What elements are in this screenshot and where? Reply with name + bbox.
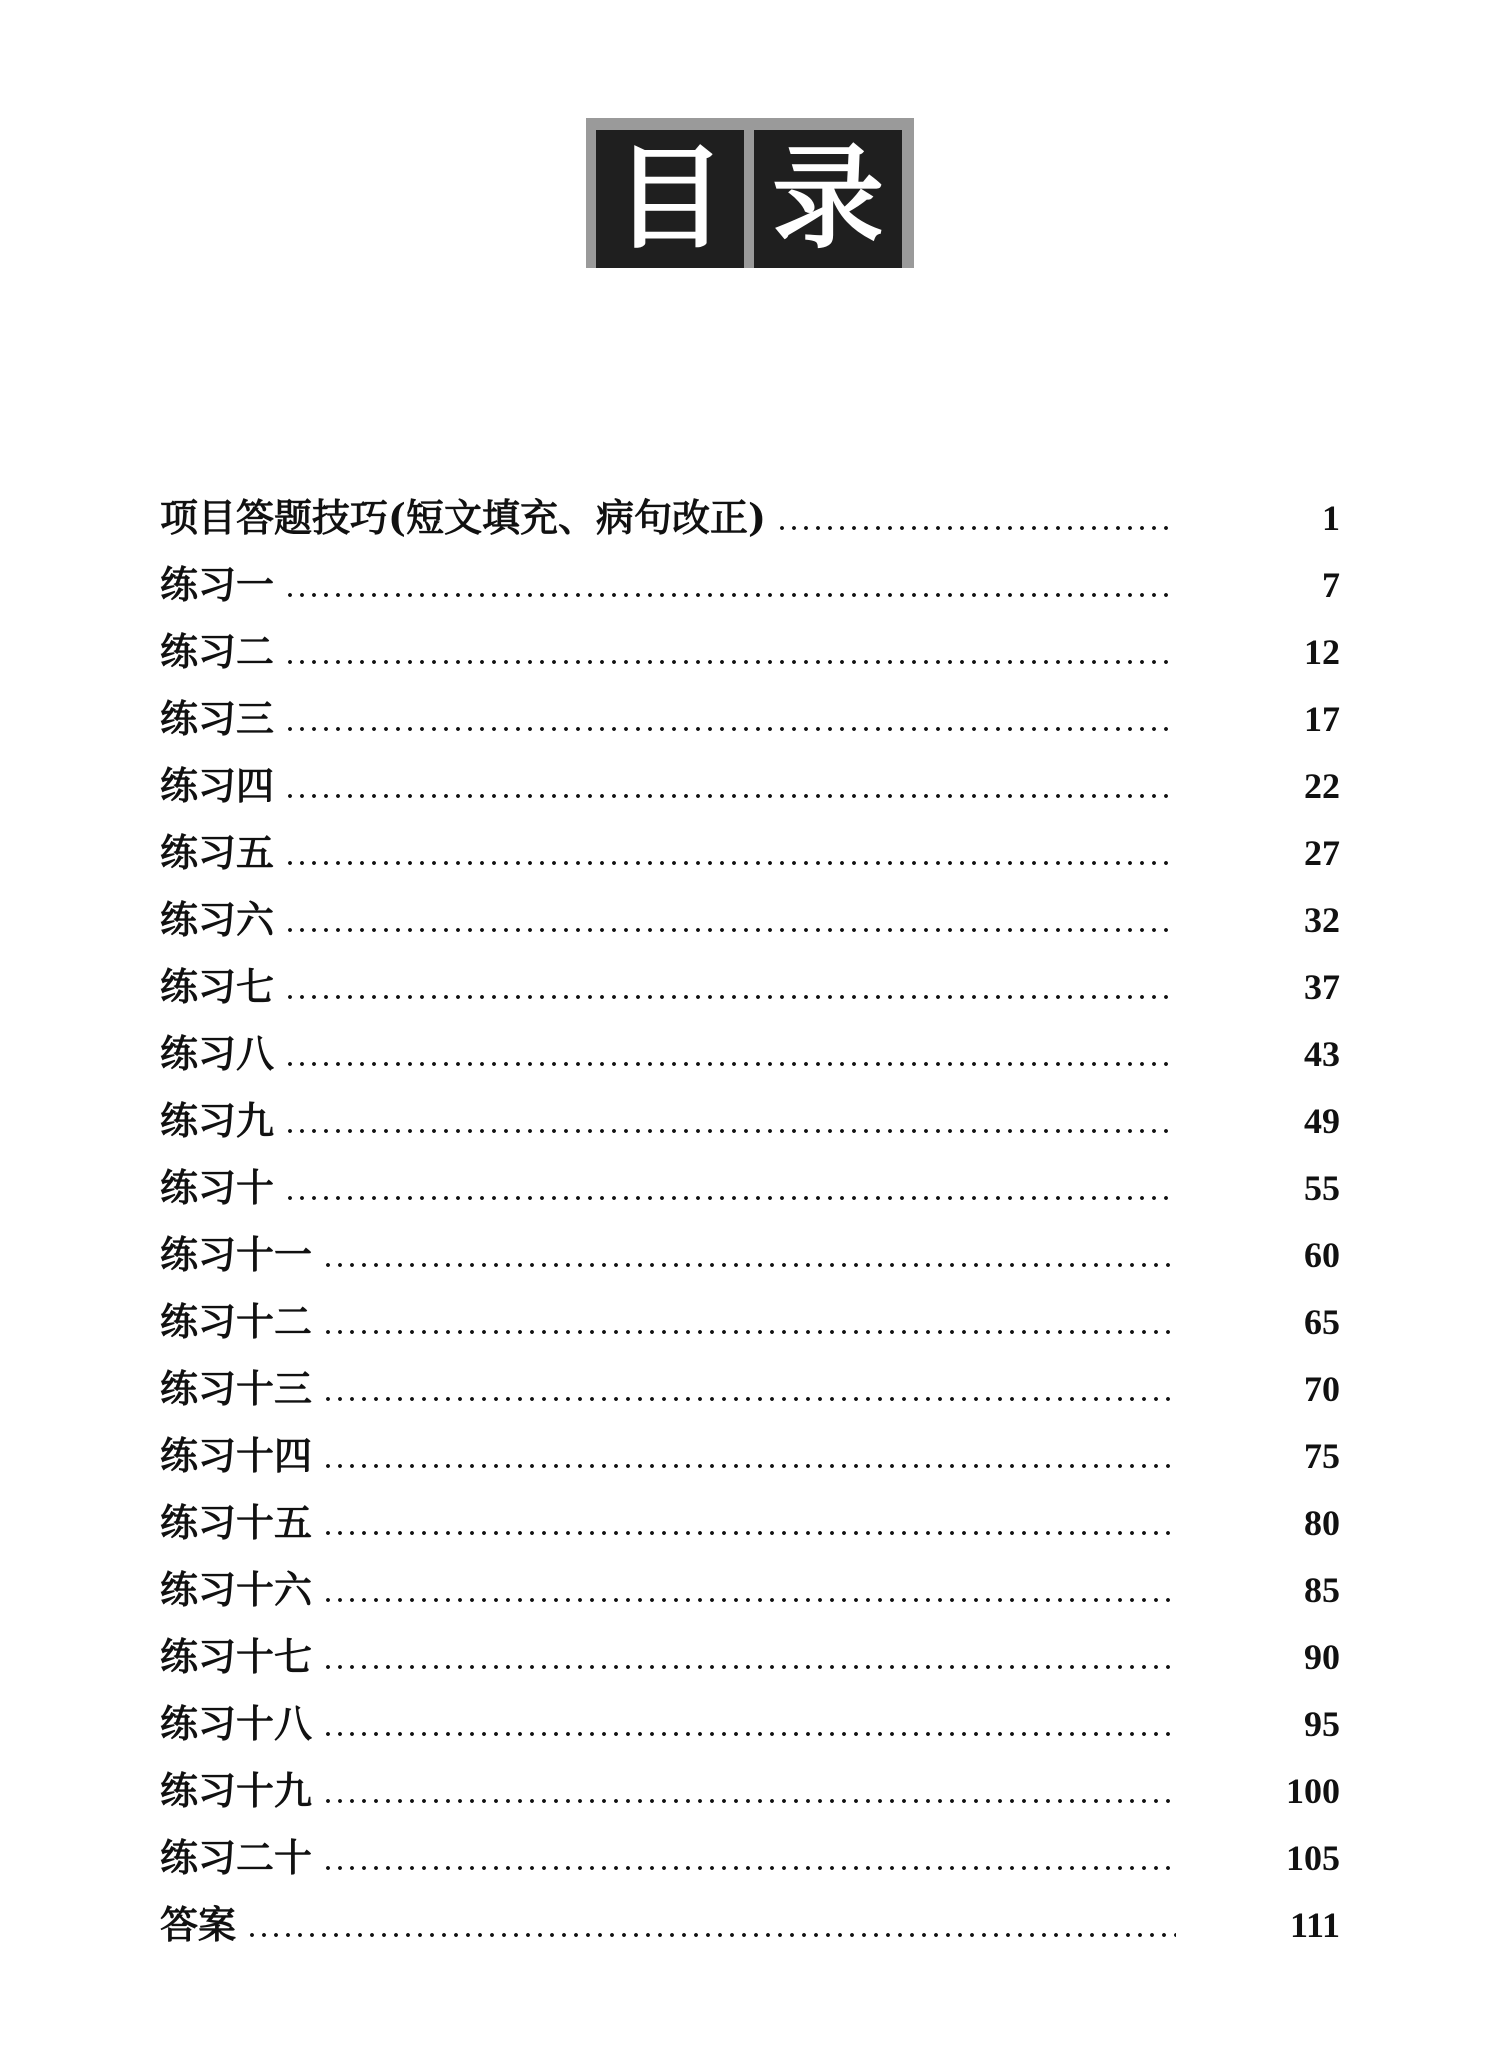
toc-entry-page: 75 bbox=[1304, 1436, 1340, 1476]
toc-entry-page: 1 bbox=[1322, 498, 1340, 538]
toc-entry-page: 105 bbox=[1286, 1838, 1340, 1878]
toc-leader-dots bbox=[284, 860, 1176, 866]
toc-entry-page: 49 bbox=[1304, 1101, 1340, 1141]
toc-leader-dots bbox=[322, 1530, 1176, 1536]
toc-entry-page: 100 bbox=[1286, 1771, 1340, 1811]
toc-entry[interactable] bbox=[160, 1146, 1340, 1213]
toc-leader-dots bbox=[322, 1664, 1176, 1670]
toc-leader-dots bbox=[284, 1061, 1176, 1067]
toc-leader-dots bbox=[322, 1597, 1176, 1603]
toc-entry-label: 练习三 bbox=[160, 696, 275, 741]
toc-entry-page: 32 bbox=[1304, 900, 1340, 940]
toc-entry-label: 练习十一 bbox=[160, 1232, 313, 1277]
toc-entry[interactable] bbox=[160, 811, 1340, 878]
toc-entry[interactable] bbox=[160, 1280, 1340, 1347]
toc-entry[interactable] bbox=[160, 1816, 1340, 1883]
toc-entry-page: 95 bbox=[1304, 1704, 1340, 1744]
toc-entry[interactable] bbox=[160, 744, 1340, 811]
toc-entry[interactable] bbox=[160, 476, 1340, 543]
toc-entry-label: 项目答题技巧(短文填充、病句改正) bbox=[160, 495, 766, 540]
toc-leader-dots bbox=[322, 1463, 1176, 1469]
toc-entry-page: 90 bbox=[1304, 1637, 1340, 1677]
toc-entry-page: 22 bbox=[1304, 766, 1340, 806]
toc-entry[interactable] bbox=[160, 878, 1340, 945]
toc-leader-dots bbox=[284, 592, 1176, 598]
toc-leader-dots bbox=[322, 1865, 1176, 1871]
toc-entry-page: 60 bbox=[1304, 1235, 1340, 1275]
toc-entry-page: 55 bbox=[1304, 1168, 1340, 1208]
toc-leader-dots bbox=[284, 1195, 1176, 1201]
toc-leader-dots bbox=[284, 994, 1176, 1000]
toc-entry-label: 练习十六 bbox=[160, 1567, 313, 1612]
toc-entry-label: 练习十八 bbox=[160, 1701, 313, 1746]
toc-entry-label: 练习七 bbox=[160, 964, 275, 1009]
toc-leader-dots bbox=[284, 726, 1176, 732]
toc-entry-page: 85 bbox=[1304, 1570, 1340, 1610]
toc-entry-label: 练习十 bbox=[160, 1165, 275, 1210]
toc-entry-page: 12 bbox=[1304, 632, 1340, 672]
toc-entry[interactable] bbox=[160, 945, 1340, 1012]
table-of-contents bbox=[160, 476, 1340, 1950]
toc-leader-dots bbox=[284, 659, 1176, 665]
toc-leader-dots bbox=[322, 1329, 1176, 1335]
toc-entry[interactable] bbox=[160, 1079, 1340, 1146]
page-title bbox=[586, 118, 914, 268]
toc-entry-label: 练习十九 bbox=[160, 1768, 313, 1813]
toc-entry[interactable] bbox=[160, 1883, 1340, 1950]
toc-leader-dots bbox=[322, 1396, 1176, 1402]
toc-leader-dots bbox=[284, 927, 1176, 933]
toc-leader-dots bbox=[246, 1932, 1176, 1938]
toc-entry-label: 练习四 bbox=[160, 763, 275, 808]
toc-entry-page: 7 bbox=[1322, 565, 1340, 605]
toc-entry[interactable] bbox=[160, 543, 1340, 610]
toc-entry-label: 练习六 bbox=[160, 897, 275, 942]
toc-entry-label: 答案 bbox=[160, 1902, 237, 1947]
title-char-2: 录 bbox=[754, 130, 902, 268]
toc-entry-label: 练习十七 bbox=[160, 1634, 313, 1679]
toc-entry[interactable] bbox=[160, 1213, 1340, 1280]
toc-entry-label: 练习十三 bbox=[160, 1366, 313, 1411]
toc-entry-label: 练习五 bbox=[160, 830, 275, 875]
toc-entry[interactable] bbox=[160, 1548, 1340, 1615]
toc-leader-dots bbox=[322, 1262, 1176, 1268]
toc-entry[interactable] bbox=[160, 1749, 1340, 1816]
toc-entry-label: 练习二 bbox=[160, 629, 275, 674]
toc-entry-label: 练习十四 bbox=[160, 1433, 313, 1478]
toc-entry-page: 80 bbox=[1304, 1503, 1340, 1543]
toc-entry-label: 练习十二 bbox=[160, 1299, 313, 1344]
toc-entry-page: 111 bbox=[1289, 1905, 1340, 1945]
toc-entry-page: 17 bbox=[1304, 699, 1340, 739]
toc-entry-label: 练习十五 bbox=[160, 1500, 313, 1545]
toc-entry-page: 27 bbox=[1304, 833, 1340, 873]
toc-entry[interactable] bbox=[160, 1481, 1340, 1548]
toc-entry[interactable] bbox=[160, 1347, 1340, 1414]
toc-entry[interactable] bbox=[160, 677, 1340, 744]
toc-entry-label: 练习九 bbox=[160, 1098, 275, 1143]
toc-entry-page: 65 bbox=[1304, 1302, 1340, 1342]
toc-leader-dots bbox=[776, 525, 1176, 531]
toc-leader-dots bbox=[284, 1128, 1176, 1134]
toc-entry-page: 70 bbox=[1304, 1369, 1340, 1409]
toc-entry[interactable] bbox=[160, 1012, 1340, 1079]
toc-leader-dots bbox=[322, 1798, 1176, 1804]
toc-entry-page: 43 bbox=[1304, 1034, 1340, 1074]
toc-leader-dots bbox=[284, 793, 1176, 799]
toc-entry-label: 练习二十 bbox=[160, 1835, 313, 1880]
toc-entry[interactable] bbox=[160, 1615, 1340, 1682]
title-char-1: 目 bbox=[596, 130, 744, 268]
toc-entry[interactable] bbox=[160, 1682, 1340, 1749]
toc-entry[interactable] bbox=[160, 610, 1340, 677]
toc-leader-dots bbox=[322, 1731, 1176, 1737]
toc-entry-label: 练习一 bbox=[160, 562, 275, 607]
toc-entry-page: 37 bbox=[1304, 967, 1340, 1007]
toc-entry[interactable] bbox=[160, 1414, 1340, 1481]
toc-entry-label: 练习八 bbox=[160, 1031, 275, 1076]
